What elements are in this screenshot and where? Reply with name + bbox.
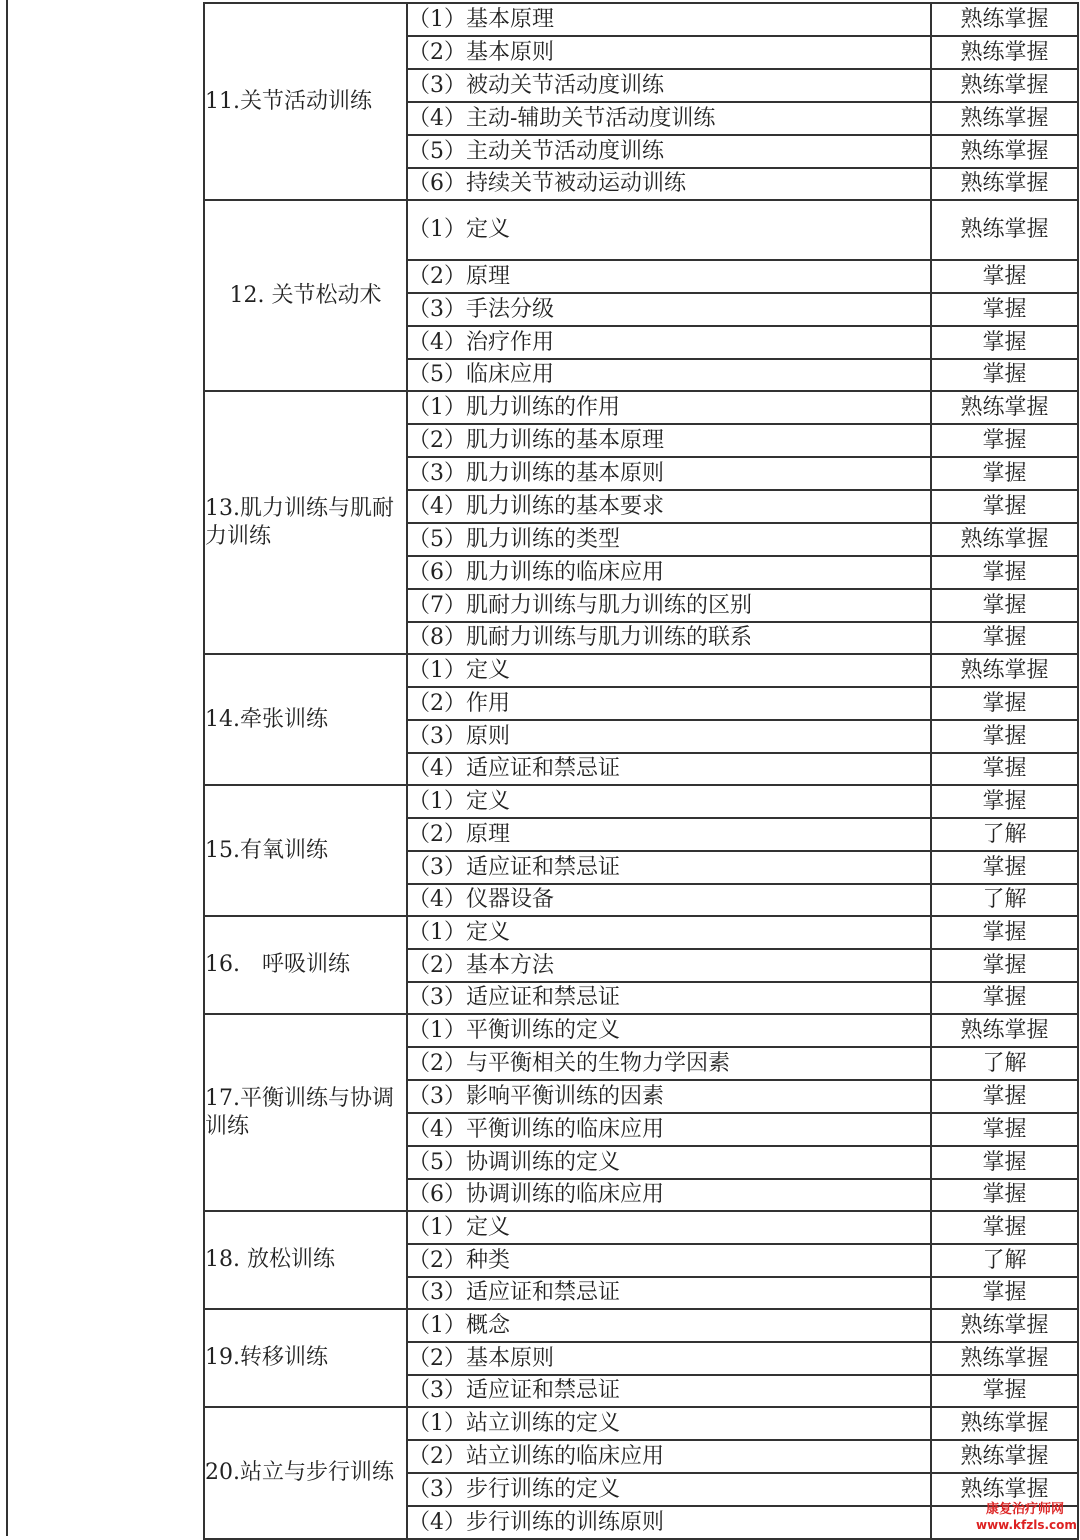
requirement-level-cell: 掌握 <box>931 1080 1078 1113</box>
requirement-level-cell: 掌握 <box>931 1113 1078 1146</box>
requirement-level-cell: 掌握 <box>931 457 1078 490</box>
item-cell: （2）站立训练的临床应用 <box>407 1440 931 1473</box>
item-cell: （4）治疗作用 <box>407 326 931 359</box>
item-cell: （3）手法分级 <box>407 293 931 326</box>
requirement-level-cell: 掌握 <box>931 982 1078 1014</box>
table-row <box>204 1309 1078 1342</box>
requirement-level-cell: 掌握 <box>931 720 1078 753</box>
topic-cell: 17.平衡训练与协调训练 <box>204 1014 407 1211</box>
requirement-level-cell: 掌握 <box>931 753 1078 785</box>
site-watermark <box>976 1502 1077 1532</box>
item-cell: （3）适应证和禁忌证 <box>407 851 931 884</box>
item-cell: （3）原则 <box>407 720 931 753</box>
item-cell: （2）基本原则 <box>407 36 931 69</box>
item-cell: （6）持续关节被动运动训练 <box>407 168 931 200</box>
item-cell: （1）定义 <box>407 200 931 260</box>
item-cell: （5）临床应用 <box>407 359 931 391</box>
topic-cell: 19.转移训练 <box>204 1309 407 1407</box>
table-row <box>204 1014 1078 1047</box>
requirement-level-cell: 掌握 <box>931 490 1078 523</box>
item-cell: （3）适应证和禁忌证 <box>407 1375 931 1407</box>
item-cell: （4）仪器设备 <box>407 884 931 916</box>
topic-cell: 18. 放松训练 <box>204 1211 407 1309</box>
requirement-level-cell: 掌握 <box>931 1211 1078 1244</box>
item-cell: （4）平衡训练的临床应用 <box>407 1113 931 1146</box>
requirement-level-cell: 熟练掌握 <box>931 102 1078 135</box>
requirement-level-cell: 熟练掌握 <box>931 69 1078 102</box>
item-cell: （3）步行训练的定义 <box>407 1473 931 1506</box>
requirement-level-cell: 了解 <box>931 884 1078 916</box>
item-cell: （2）肌力训练的基本原理 <box>407 424 931 457</box>
table-row <box>204 200 1078 260</box>
requirement-level-cell: 熟练掌握 <box>931 1014 1078 1047</box>
table-row <box>204 1407 1078 1440</box>
topic-cell: 20.站立与步行训练 <box>204 1407 407 1539</box>
item-cell: （5）肌力训练的类型 <box>407 523 931 556</box>
requirement-level-cell: 掌握 <box>931 851 1078 884</box>
table-row <box>204 391 1078 424</box>
item-cell: （7）肌耐力训练与肌力训练的区别 <box>407 589 931 622</box>
requirement-level-cell: 掌握 <box>931 556 1078 589</box>
requirement-level-cell: 掌握 <box>931 949 1078 982</box>
requirement-level-cell: 掌握 <box>931 1375 1078 1407</box>
item-cell: （5）主动关节活动度训练 <box>407 135 931 168</box>
requirement-level-cell: 掌握 <box>931 1179 1078 1211</box>
item-cell: （3）肌力训练的基本原则 <box>407 457 931 490</box>
requirement-level-cell: 熟练掌握 <box>931 200 1078 260</box>
item-cell: （4）适应证和禁忌证 <box>407 753 931 785</box>
requirement-level-cell: 掌握 <box>931 622 1078 654</box>
requirement-level-cell: 熟练掌握 <box>931 135 1078 168</box>
requirement-level-cell: 熟练掌握 <box>931 168 1078 200</box>
requirement-level-cell: 熟练掌握 <box>931 3 1078 36</box>
item-cell: （3）适应证和禁忌证 <box>407 982 931 1014</box>
topic-cell: 12. 关节松动术 <box>204 200 407 391</box>
syllabus-table <box>203 2 1079 1540</box>
item-cell: （3）影响平衡训练的因素 <box>407 1080 931 1113</box>
requirement-level-cell: 熟练掌握 <box>931 1309 1078 1342</box>
requirement-level-cell: 掌握 <box>931 359 1078 391</box>
table-row <box>204 3 1078 36</box>
requirement-level-cell: 掌握 <box>931 916 1078 949</box>
item-cell: （2）与平衡相关的生物力学因素 <box>407 1047 931 1080</box>
requirement-level-cell: 掌握 <box>931 424 1078 457</box>
requirement-level-cell: 了解 <box>931 1244 1078 1277</box>
item-cell: （2）种类 <box>407 1244 931 1277</box>
item-cell: （3）被动关节活动度训练 <box>407 69 931 102</box>
item-cell: （5）协调训练的定义 <box>407 1146 931 1179</box>
item-cell: （1）肌力训练的作用 <box>407 391 931 424</box>
requirement-level-cell: 了解 <box>931 1047 1078 1080</box>
watermark-site-name: 康复治疗师网 <box>985 1502 1064 1517</box>
table-row <box>204 654 1078 687</box>
item-cell: （1）站立训练的定义 <box>407 1407 931 1440</box>
requirement-level-cell: 熟练掌握 <box>931 1407 1078 1440</box>
item-cell: （2）原理 <box>407 818 931 851</box>
syllabus-body <box>204 3 1078 1539</box>
requirement-level-cell: 了解 <box>931 818 1078 851</box>
item-cell: （2）基本方法 <box>407 949 931 982</box>
topic-cell: 14.牵张训练 <box>204 654 407 785</box>
requirement-level-cell: 掌握 <box>931 260 1078 293</box>
requirement-level-cell: 熟练掌握 <box>931 36 1078 69</box>
item-cell: （6）协调训练的临床应用 <box>407 1179 931 1211</box>
item-cell: （1）平衡训练的定义 <box>407 1014 931 1047</box>
watermark-url: www.kfzls.com <box>976 1518 1077 1532</box>
item-cell: （1）定义 <box>407 1211 931 1244</box>
item-cell: （1）概念 <box>407 1309 931 1342</box>
item-cell: （4）步行训练的训练原则 <box>407 1506 931 1539</box>
requirement-level-cell: 掌握 <box>931 1277 1078 1309</box>
item-cell: （2）原理 <box>407 260 931 293</box>
item-cell: （4）主动-辅助关节活动度训练 <box>407 102 931 135</box>
table-row <box>204 785 1078 818</box>
item-cell: （6）肌力训练的临床应用 <box>407 556 931 589</box>
requirement-level-cell: 熟练掌握 <box>931 391 1078 424</box>
item-cell: （2）作用 <box>407 687 931 720</box>
requirement-level-cell: 掌握 <box>931 785 1078 818</box>
requirement-level-cell: 熟练掌握 <box>931 1473 1078 1506</box>
topic-cell: 11.关节活动训练 <box>204 3 407 200</box>
item-cell: （2）基本原则 <box>407 1342 931 1375</box>
table-row <box>204 1211 1078 1244</box>
item-cell: （3）适应证和禁忌证 <box>407 1277 931 1309</box>
requirement-level-cell: 熟练掌握 <box>931 654 1078 687</box>
requirement-level-cell: 掌握 <box>931 687 1078 720</box>
requirement-level-cell: 掌握 <box>931 326 1078 359</box>
item-cell: （8）肌耐力训练与肌力训练的联系 <box>407 622 931 654</box>
requirement-level-cell: 掌握 <box>931 293 1078 326</box>
requirement-level-cell: 掌握 <box>931 589 1078 622</box>
requirement-level-cell: 掌握 <box>931 1146 1078 1179</box>
table-row <box>204 916 1078 949</box>
item-cell: （1）定义 <box>407 785 931 818</box>
requirement-level-cell: 熟练掌握 <box>931 1342 1078 1375</box>
topic-cell: 15.有氧训练 <box>204 785 407 916</box>
item-cell: （1）基本原理 <box>407 3 931 36</box>
item-cell: （1）定义 <box>407 654 931 687</box>
topic-cell: 13.肌力训练与肌耐力训练 <box>204 391 407 654</box>
page-left-border <box>6 0 8 1536</box>
item-cell: （1）定义 <box>407 916 931 949</box>
requirement-level-cell: 熟练掌握 <box>931 523 1078 556</box>
item-cell: （4）肌力训练的基本要求 <box>407 490 931 523</box>
topic-cell: 16. 呼吸训练 <box>204 916 407 1014</box>
requirement-level-cell: 熟练掌握 <box>931 1440 1078 1473</box>
